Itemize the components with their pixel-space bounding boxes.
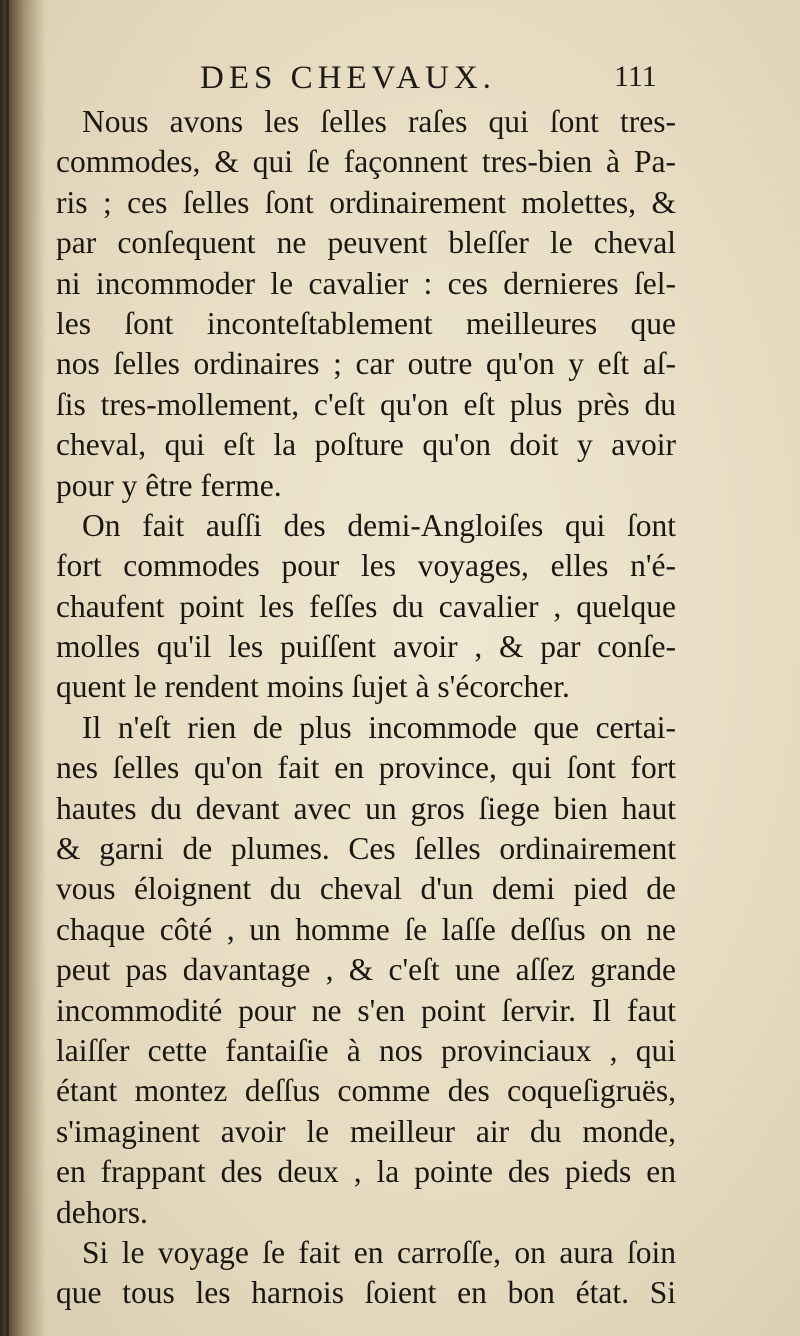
text-line: ni incommoder le cavalier : ces dernieres ſel- <box>56 265 676 301</box>
text-line: chaque côté , un homme ſe laſſe deſſus on ne <box>56 911 676 947</box>
text-line: hautes du devant avec un gros ſiege bien haut <box>56 790 676 826</box>
text-line: Si le voyage ſe fait en carroſſe, on aura ſoin <box>82 1234 676 1270</box>
text-line: commodes, & qui ſe façonnent tres-bien à Pa- <box>56 144 676 180</box>
text-line: On fait auſſi des demi-Angloiſes qui ſont <box>82 507 676 543</box>
page-header <box>0 60 800 100</box>
text-line: vous éloignent du cheval d'un demi pied de <box>56 871 676 907</box>
text-line: laiſſer cette fantaiſie à nos provinciaux , qui <box>56 1032 676 1068</box>
text-line: étant montez deſſus comme des coqueſigruës, <box>56 1073 676 1109</box>
text-line: chaufent point les feſſes du cavalier , quelque <box>56 588 676 624</box>
text-line: s'imaginent avoir le meilleur air du monde, <box>56 1113 676 1149</box>
text-line: ſis tres-mollement, c'eſt qu'on eſt plus près du <box>56 386 676 422</box>
text-line: fort commodes pour les voyages, elles n'é- <box>56 548 676 584</box>
text-line: & garni de plumes. Ces ſelles ordinairement <box>56 831 676 867</box>
text-line: nes ſelles qu'on fait en province, qui ſont fort <box>56 750 676 786</box>
text-line: pour y être ferme. <box>56 467 282 503</box>
text-line: Il n'eſt rien de plus incommode que certai- <box>82 709 676 745</box>
text-line: Nous avons les ſelles raſes qui ſont tres- <box>82 104 676 139</box>
text-line: peut pas davantage , & c'eſt une aſſez grande <box>56 952 676 988</box>
text-line: quent le rendent moins ſujet à s'écorcher. <box>56 669 570 705</box>
text-line: que tous les harnois ſoient en bon état. Si <box>56 1275 676 1311</box>
text-line: les ſont inconteſtablement meilleures que <box>56 305 676 341</box>
text-line: cheval, qui eſt la poſture qu'on doit y avoir <box>56 427 676 463</box>
text-line: molles qu'il les puiſſent avoir , & par conſe- <box>56 629 676 665</box>
page-number: 111 <box>614 60 657 93</box>
text-line: dehors. <box>56 1194 148 1230</box>
text-line: ris ; ces ſelles ſont ordinairement molettes, & <box>56 184 676 220</box>
running-title: DES CHEVAUX. <box>200 60 496 96</box>
body-text <box>56 102 676 1314</box>
text-line: nos ſelles ordinaires ; car outre qu'on y eſt aſ- <box>56 346 676 382</box>
text-line: incommodité pour ne s'en point ſervir. Il faut <box>56 992 676 1028</box>
binding-gutter <box>0 0 46 1336</box>
text-line: par conſequent ne peuvent bleſſer le cheval <box>56 225 676 261</box>
text-line: en frappant des deux , la pointe des pieds en <box>56 1154 676 1190</box>
